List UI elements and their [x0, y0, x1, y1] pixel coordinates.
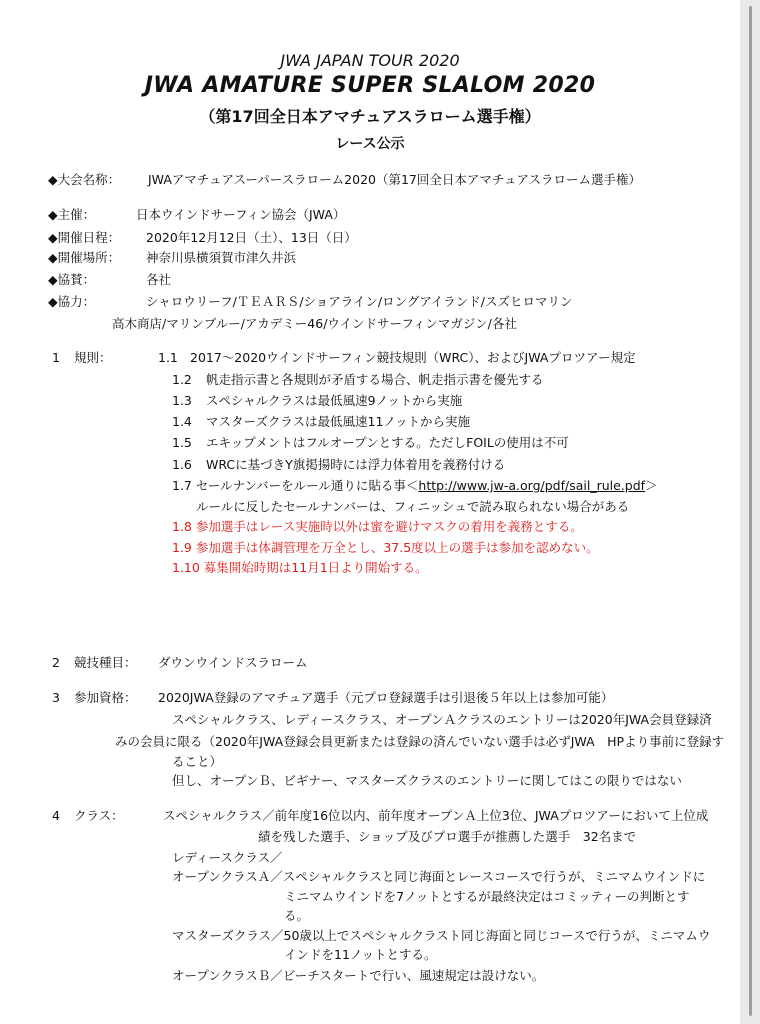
rule-1-9-red: 1.9 参加選手は体調管理を万全とし、37.5度以上の選手は参加を認めない。 — [172, 540, 599, 555]
coop-value-line2: 高木商店/マリンブルー/アカデミー46/ウインドサーフィンマガジン/各社 — [112, 316, 517, 331]
notice-title: レース公示 — [335, 136, 405, 152]
eligibility-line3: みの会員に限る（2020年JWA登録会員更新または登録の済んでいない選手は必ずJWA HPより事前に登録す — [115, 734, 725, 749]
rules-number: 1 — [52, 350, 60, 365]
rule-1-3-text: スペシャルクラスは最低風速9ノットから実施 — [206, 393, 463, 408]
classes-label: クラス： — [74, 808, 124, 823]
eligibility-number: 3 — [52, 690, 60, 705]
rule-1-2-number: 1.2 — [172, 372, 192, 387]
eligibility-line1: 2020JWA登録のアマチュア選手（元プロ登録選手は引退後５年以上は参加可能） — [158, 690, 614, 705]
venue-label: ◆開催場所： — [48, 250, 121, 265]
event-type-value: ダウンウインドスラローム — [158, 655, 308, 670]
rule-1-4-text: マスターズクラスは最低風速11ノットから実施 — [206, 414, 471, 429]
rule-1-5-number: 1.5 — [172, 435, 192, 450]
scrollbar-thumb[interactable] — [749, 6, 752, 1016]
rule-1-7-close: ＞ — [645, 478, 658, 493]
rule-1-6-text: WRCに基づきY旗掲揚時には浮力体着用を義務付ける — [206, 457, 506, 472]
tour-title: JWA JAPAN TOUR 2020 — [280, 51, 460, 70]
name-value: JWAアマチュアスーパースラローム2020（第17回全日本アマチュアスラローム選手権） — [148, 172, 642, 187]
sponsor-label: ◆協賛： — [48, 272, 96, 287]
open-a-line2: ミニマムウインドを7ノットとするが最終決定はコミッティーの判断とす — [284, 889, 690, 904]
rule-1-7-number: 1.7 — [172, 478, 192, 493]
rule-1-8-red: 1.8 参加選手はレース実施時以外は蜜を避けマスクの着用を義務とする。 — [172, 519, 583, 534]
special-class-line1: スペシャルクラス／前年度16位以内、前年度オープンＡ上位3位、JWAプロツアーにおいて上位成 — [163, 808, 709, 823]
name-label: ◆大会名称： — [48, 172, 121, 187]
coop-value-line1: シャロウリーフ/ＴＥＡＲＳ/ショアライン/ロングアイランド/スズヒロマリン — [146, 294, 573, 309]
rule-1-4-number: 1.4 — [172, 414, 192, 429]
special-class-line2: 績を残した選手、ショップ及びプロ選手が推薦した選手 32名まで — [258, 829, 637, 844]
date-value: 2020年12月12日（土）、13日（日） — [146, 230, 357, 245]
rule-1-3-number: 1.3 — [172, 393, 192, 408]
host-value: 日本ウインドサーフィン協会（JWA） — [136, 207, 346, 222]
eligibility-line2: スペシャルクラス、レディースクラス、オープンＡクラスのエントリーは2020年JWA会員登録済 — [172, 712, 712, 727]
classes-number: 4 — [52, 808, 60, 823]
open-a-line3: る。 — [284, 908, 310, 923]
rule-1-10-red: 1.10 募集開始時期は11月1日より開始する。 — [172, 560, 428, 575]
rule-1-2-text: 帆走指示書と各規則が矛盾する場合、帆走指示書を優先する — [206, 372, 544, 387]
masters-line1: マスターズクラス／50歳以上でスペシャルクラスト同じ海面と同じコースで行うが、ミニマムウ — [172, 928, 711, 943]
venue-value: 神奈川県横須賀市津久井浜 — [146, 250, 297, 265]
event-type-label: 競技種目： — [74, 655, 137, 670]
sponsor-value: 各社 — [146, 272, 172, 287]
eligibility-line5: 但し、オープンＢ、ビギナー、マスターズクラスのエントリーに関してはこの限りではない — [172, 773, 682, 788]
rule-1-7-line1 — [172, 478, 658, 494]
rule-1-6-number: 1.6 — [172, 457, 192, 472]
eligibility-label: 参加資格： — [74, 690, 137, 705]
rule-1-5-text: エキップメントはフルオープンとする。ただしFOILの使用は不可 — [206, 435, 569, 450]
host-label: ◆主催： — [48, 207, 96, 222]
event-title: JWA AMATURE SUPER SLALOM 2020 — [144, 73, 596, 98]
ladies-class: レディースクラス／ — [172, 850, 283, 865]
rule-1-1-text: 2017～2020ウインドサーフィン競技規則（WRC）、およびJWAプロツアー規定 — [190, 350, 636, 365]
coop-label: ◆協力： — [48, 294, 96, 309]
open-b-class: オープンクラスＢ／ビーチスタートで行い、風速規定は設けない。 — [172, 968, 545, 983]
rule-1-1-number: 1.1 — [158, 350, 178, 365]
date-label: ◆開催日程： — [48, 230, 121, 245]
vertical-scrollbar[interactable] — [740, 0, 760, 1024]
rule-1-7-text: セールナンバーをルール通りに貼る事＜ — [195, 478, 419, 493]
event-subtitle: （第17回全日本アマチュアスラローム選手権） — [199, 107, 541, 126]
rules-label: 規則： — [74, 350, 112, 365]
rule-1-7-line2: ルールに反したセールナンバーは、フィニッシュで読み取られない場合がある — [196, 499, 630, 514]
open-a-line1: オープンクラスＡ／スペシャルクラスと同じ海面とレースコースで行うが、ミニマムウインドに — [172, 869, 706, 884]
masters-line2: インドを11ノットとする。 — [284, 947, 437, 962]
sail-rule-link[interactable]: http://www.jw-a.org/pdf/sail_rule.pdf — [418, 478, 646, 493]
eligibility-line4: ること） — [172, 754, 223, 769]
event-type-number: 2 — [52, 655, 60, 670]
